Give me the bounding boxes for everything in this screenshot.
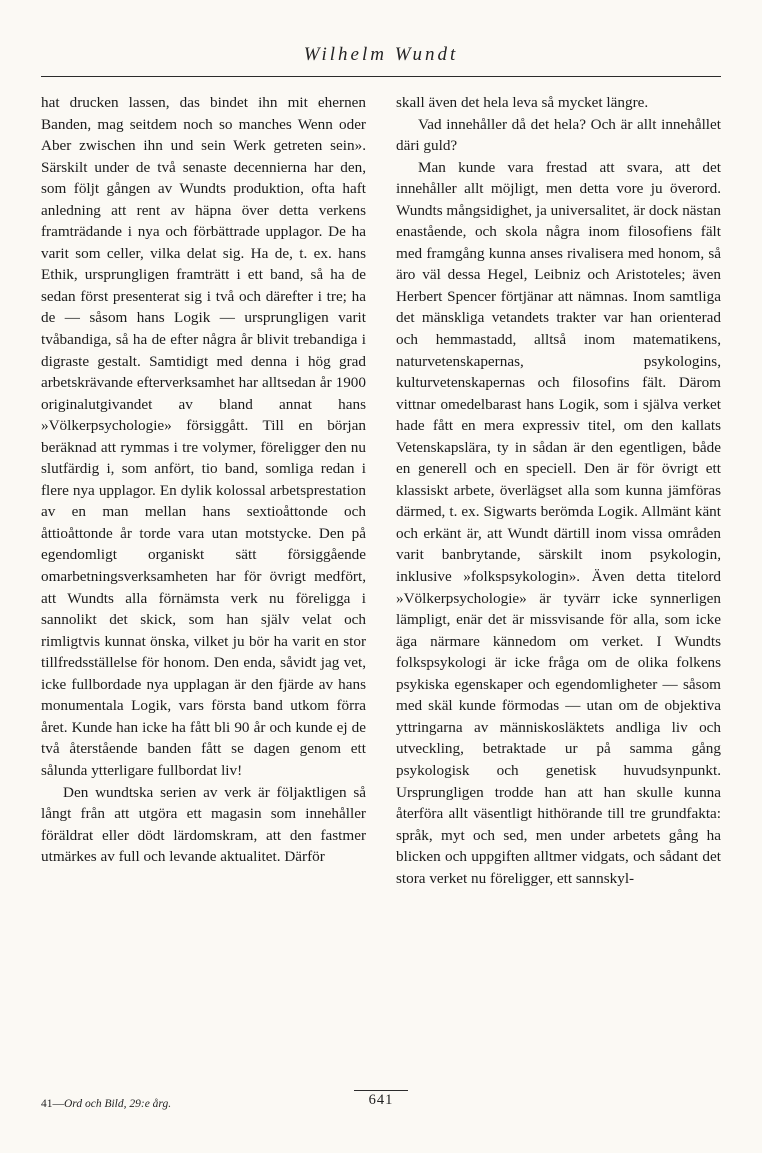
paragraph: skall även det hela leva så mycket längre.: [396, 94, 649, 111]
header-rule: [41, 76, 721, 77]
page-number: 641: [368, 1092, 394, 1108]
footer-signature-title: Ord och Bild, 29:e årg.: [64, 1098, 172, 1110]
folio-block: [0, 1090, 762, 1109]
right-column: [396, 92, 721, 1082]
folio-rule: [354, 1090, 408, 1091]
left-column: [41, 92, 366, 1082]
footer-signature-prefix: 41—: [41, 1098, 64, 1110]
paragraph: Man kunde vara frestad att svara, att det innehåller allt möjligt, men detta vore ju överord. Wundts mångsidighet, ja universalitet, är dock nästan enastående, och skola några inom filosofiens fält med framgång kunna anses rivalisera med honom, så äro väl dessa Hegel, Leibniz och Aristoteles; även Herbert Spencer förtjänar att nämnas. Inom samtliga det mänskliga vetandets trakter var han orienterad och hemmastadd, alltså inom matematikens, naturvetenskapernas, psykologins, kulturvetenskapernas och filosofins fält. Därom vittnar omedelbarast hans Logik, som i själva verket hade fått en mera expressiv titel, om den kallats Vetenskapslära, ty in sådan är den egentligen, både en generell och en speciell. Den är för övrigt ett klassiskt arbete, överlägset alla som kunna jämföras därmed, t. ex. Sigwarts berömda Logik. Allmänt känt och erkänt är, att Wundt därtill inom vissa områden varit banbrytande, särskilt inom psykologin, inklusive »folkspsykologin». Även detta titelord »Völkerpsychologie» är tyvärr icke synnerligen lämpligt, enär det är missvisande för alla, som icke äga närmare kännedom om verket. I Wundts folkspsykologi är icke fråga om de olika folkens psykiska egenskaper och egendomligheter — såsom med skäl kunde förmodas — utan om de objektiva yttringarna av människosläktets andliga liv och utveckling, betraktade ur på samma gång psykologisk och genetisk huvudsynpunkt. Ursprungligen trodde han att han skulle kunna återföra allt väsentligt hithörande till tre grundfakta: språk, myt och sed, men under arbetets gång ha blicken och uppgiften alltmer vidgats, och sådant det stora verket nu föreligger, ett sannskyl-: [396, 158, 721, 887]
paragraph: Vad innehåller då det hela? Och är allt innehållet däri guld?: [396, 115, 721, 155]
text-columns: [41, 92, 721, 1082]
paragraph: Den wundtska serien av verk är följaktligen så långt från att utgöra ett magasin som innehåller föräldrat eller dödt lärdomskram, att den fastmer utmärkes av full och levande aktualitet. Därför: [41, 783, 366, 866]
paragraph: hat drucken lassen, das bindet ihn mit ehernen Banden, mag seitdem noch so manches Wenn oder Aber zwischen ihn und sein Werk getreten sein». Särskilt under de två senaste decennierna har den, som följt gången av Wundts produktion, ofta haft anledning att rent av häpna över detta verkens framträdande i nya och förbättrade upplagor. De ha varit som celler, vilka delat sig. Ha de, t. ex. hans Ethik, ursprungligen framträtt i ett band, så ha de sedan först presenterat sig i två och därefter i tre; ha de — såsom hans Logik — ursprungligen varit tvåbandiga, så ha de efter några år blivit trebandiga i digraste gestalt. Samtidigt med denna i hög grad arbetskrävande efterverksamhet har alltsedan år 1900 originalutgivandet av bland annat hans »Völkerpsychologie» försiggått. Till en början beräknad att rymmas i tre volymer, föreligger den nu slutfärdig i, som anfört, tio band, somliga redan i flere nya upplagor. En dylik kolossal arbetsprestation av en man mellan hans sextioåttonde och åttioåttonde år torde vara utan motstycke. Den på egendomligt organiskt sätt försiggående omarbetningsverksamheten har för övrigt medfört, att Wundts alla förnämsta verk nu föreligga i sannolikt det skick, som han själv velat och rimligtvis kunnat önska, vilket ju bör ha varit en stor tillfredsställelse för honom. Den enda, såvidt jag vet, icke fullbordade nya upplagan är den fjärde av hans monumentala Logik, vars första band utkom förra året. Kunde han icke ha fått bli 90 år och kunde ej de två återstående banden fått se dagen genom ett sålunda ytterligare fullbordat liv!: [41, 94, 366, 779]
running-head: Wilhelm Wundt: [303, 44, 459, 65]
